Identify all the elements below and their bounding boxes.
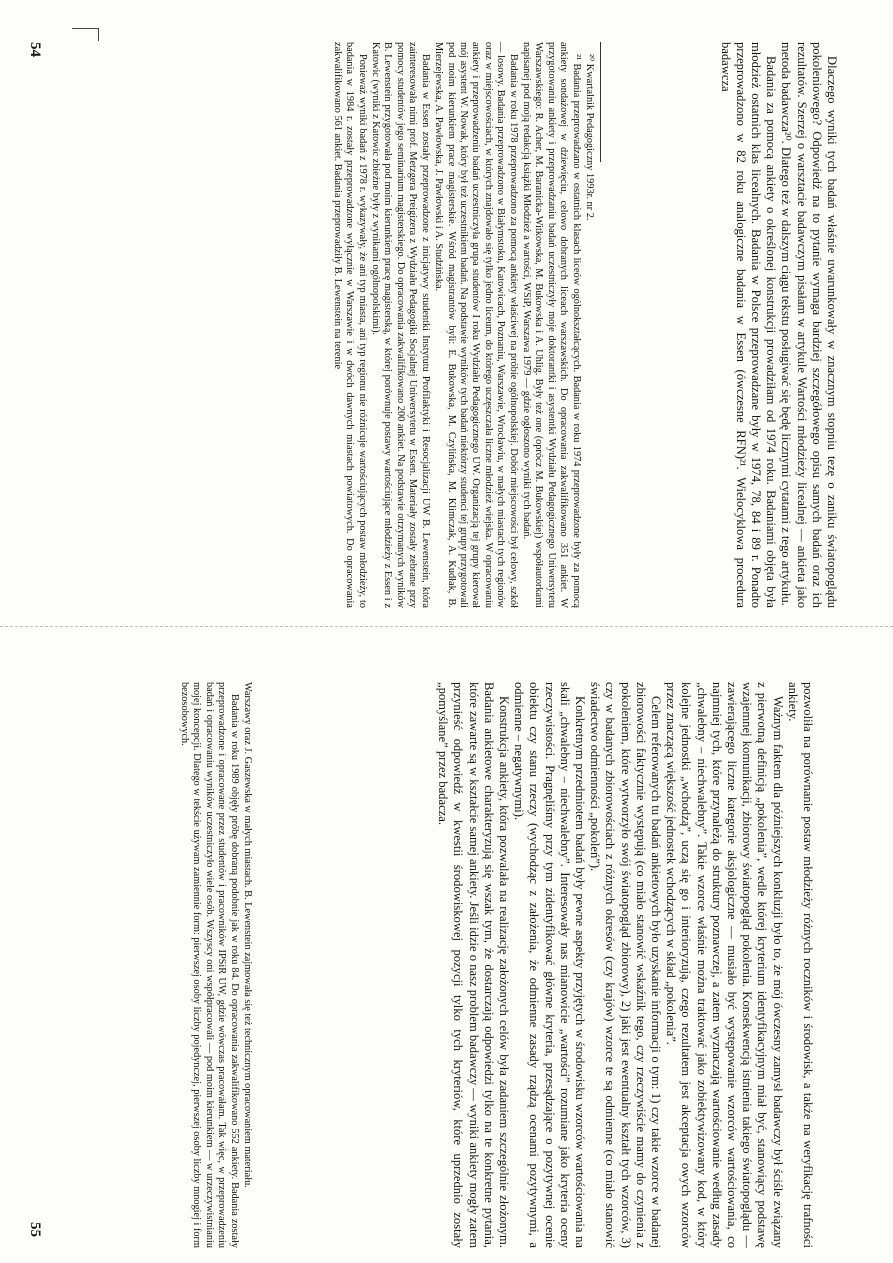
body-paragraph: Celem referowanych tu badań ankietowych było uzyskanie informacji o tym: 1) czy takie wzorce w badanej zbiorowości faktycznie występują (co miało stanowić wskaźnik tego, czy rzeczywiście mamy do czynienia z pokoleniem, które wytworzyło swój światopogląd zbiorowy), 2) jaki jest ewentualny kształt tych wzorców, 3) czy w badanych zbiorowościach z różnych okresów (czy krajów) wzorce te są odmienne (co miało stanowić świadectwo odmienności „pokoleń”). (588, 682, 663, 1248)
body-paragraph: Ważnym faktem dla późniejszych konkluzji było to, że mój ówczesny zamysł badawczy był ściśle związany z pierwotną definicją „pokolenia”, wedle której kryterium identyfikacyjnym miał być, stanowiący podstawę wzajemnej komunikacji, zbiorowy światopogląd pokolenia. Konsekwencją istnienia takiego światopoglądu — zawierającego liczne kategorie aksjologiczne — musiało być występowanie wzorców wartościowania, co najmniej tych, które przynależą do struktury poznawczej, a zatem wyznaczają wartościowanie według zasady „chwalebny – niechwalebny”. Takie wzorce właśnie można traktować jako zobiektywizowany kod, w który kolejne jednostki „wchodzą”, uczą się go i interioryzują, czego rezultatem jest akceptacja owych wzorców przez znaczącą większość jednostek wchodzących w skład „pokolenia”. (664, 682, 785, 1248)
body-paragraph: pozwoliła na porównanie postaw młodzieży różnych roczników i środowisk, a także na weryfikację trafności ankiety. (785, 682, 815, 1248)
body-paragraph: Badania za pomocą ankiety o określonej konstrukcji prowadziłam od 1974 roku. Badaniami objęta była młodzież ostatnich klas licealnych. Badania w Polsce przeprowadzane były w 1974, 78, 84 i 89 r. Ponadto przeprowadzono w 82 roku analogiczne badania w Essen (ówczesne RFN)²¹. Wielocyklowa procedura badawcza (718, 42, 779, 608)
page-55 (0, 632, 893, 1263)
footnote: Warszawy oraz J. Gaszewska w małych miastach. B. Lewenstein zajmowała się też technicznym opracowaniem materiału. (242, 682, 253, 1188)
footnote: Ponieważ wyniki badań z 1978 r. wykazywały, że ani typ miasta, ani typ regionu nie różnicuje wartościujących postaw młodzieży, to badania w 1984 r. zostały przeprowadzone wyłącznie w Warszawie i w dwóch dawnych miastach powiatowych. Do opracowania zakwalifikowano 561 ankiet. Badania przeprowadziły B. Lewenstein na terenie (331, 42, 368, 608)
page-55-footnotes (177, 682, 253, 1248)
page-fold-line (0, 626, 893, 627)
footnote: ²⁰ Kwartalnik Pedagogiczny 1993r. nr 2. (584, 54, 595, 221)
footnote: ²¹ Badania przeprowadzano w ostatnich klasach liceów ogólnokształcących. Badania w roku 1974 przeprowadzone były za pomocą ankiety sondażowej w dziewięciu, celowo dobranych liceach warszawskich. Do opracowania zakwalifikowano 351 ankiet. W przygotowaniu ankiety i przeprowadzaniu badań uczestniczyły moje doktorantki i asystentki Wydziału Pedagogicznego Uniwersytetu Warszawskiego: R. Acher, M. Baranicka-Witkowska, M. Bukowska i A. Uhlig. Były też one (oprócz M. Bukowskiej) współautorkami napisanej pod moją redakcją książki Młodzież a wartości, WSiP, Warszawa 1979 — gdzie ogłoszono wyniki tych badań. (520, 42, 582, 608)
footnote: Badania w roku 1978 przeprowadzono za pomocą ankiety właściwej na próbie ogólnopolskiej. Dobór miejscowości był celowy, szkół — losowy. Badania przeprowadzono w Białymstoku, Katowicach, Poznaniu, Warszawie, Wrocławiu, w małych miastach tych regionów oraz w miejscowościach, w których znajdowało się tylko jedno liceum, do którego uczęszczała liczne młodzież wiejska. W opracowaniu ankiety i przeprowadzeniu badań uczestniczyła grupa studentów I roku Wydziału Pedagogicznego UW. Organizacją tej grupy kierował mój asystent W. Nowak, który był też uczestnikiem badań. Na podstawie wyników tych badań niektórzy studenci tej grupy przygotowali pod moim kierunkiem prace magisterskie. Wśród magistrantów byli: E. Bukowska, M. Czylińska, M. Klimczak, A. Kudłak, B. Mierzejewska, A. Pawłowska, J. Pawłowski i A. Studzińska. (433, 42, 519, 608)
footnote-rule (600, 42, 601, 162)
page-55-body (435, 682, 815, 1248)
footnote: Badania w Essen zostały przeprowadzone z inicjatywy studentki Instytutu Profilaktyki i Resocjalizacji UW B. Lewenstein, która zainteresowała nimi prof. Metzgera Preigizera z Wydziału Pedagogiki Socjalnej Uniwersytetu w Essen. Materiały zostały zebrane przy pomocy studentów jego seminarium magisterskiego. Do opracowania zakwalifikowano 200 ankiet. Na podstawie otrzymanych wyników B. Lewenstein przygotowała pod moim kierunkiem pracę magisterską, w której porównuje postawy wartościujące młodzieży z Essen i z Katowic (wyniki z Katowic zbieżne były z wynikami ogólnopolskimi). (370, 42, 431, 608)
page-54-footnotes (329, 42, 595, 608)
page-54 (0, 0, 893, 622)
page-number: 55 (27, 1222, 43, 1237)
page-54-body (717, 42, 839, 608)
page-number: 54 (27, 42, 43, 57)
footnote: Badania w roku 1989 objęły próbę dobraną podobnie jak w roku 84. Do opracowania zakwalifikowano 552 ankiety. Badania zostały przeprowadzone i opracowane przez studentów i pracowników IPSiR UW, gdzie wówczas pracowałam. Tak więc, w przeprowadzeniu badań i opracowaniu wyników uczestniczyło wiele osób. Wszyscy oni współpracowali — pod moim kierunkiem — w urzeczywistnianiu mojej koncepcji. Dlatego w tekście używam zamiennie form: pierwszej osoby liczby pojedynczej, pierwszej osoby liczby mnogiej i form bezosobowych. (178, 682, 240, 1248)
body-paragraph: Konstrukcja ankiety, która pozwalała na realizację założonych celów była zadaniem szczególnie złożonym. Badania ankietowe charakteryzują się wszak tym, że dostarczają odpowiedzi tylko na te konkretne pytania, które zawarte są w kształcie samej ankiety. Jeśli idzie o nasz problem badawczy — wyniki ankiety mogły zatem przynieść odpowiedź w kwestii środowiskowej pozycji tylko tych kryteriów, które uprzednio zostały „pomyślane” przez badacza. (436, 682, 511, 1248)
margin-mark (72, 28, 99, 41)
body-paragraph: Dlaczego wyniki tych badań właśnie uwarunkowały w znacznym stopniu tezę o zaniku światopoglądu pokoleniowego? Odpowiedź na to pytanie wymaga bardziej szczegółowego opisu samych badań oraz ich rezultatów. Szerzej o warsztacie badawczym pisałam w artykule Wartości młodzieży licealnej — ankieta jako metoda badawcza²⁰. Dlatego też w dalszym ciągu tekstu posługiwać się będę licznymi cytatami z tego artykułu. (779, 42, 839, 608)
body-paragraph: Konkretnym przedmiotem badań były pewne aspekty przyjętych w środowisku wzorców wartościowania na skali „chwalebny – niechwalebny”. Interesowały nas mianowicie „wartości” rozumiane jako kryteria oceny rzeczywistości. Pragnęliśmy przy tym zidentyfikować główne kryteria, przesądzające o pozytywnej ocenie obiektu czy stanu rzeczy (wychodząc z założenia, że odmienne zasady rządzą ocenami pozytywnymi, a odmienne – negatywnymi). (512, 682, 587, 1248)
